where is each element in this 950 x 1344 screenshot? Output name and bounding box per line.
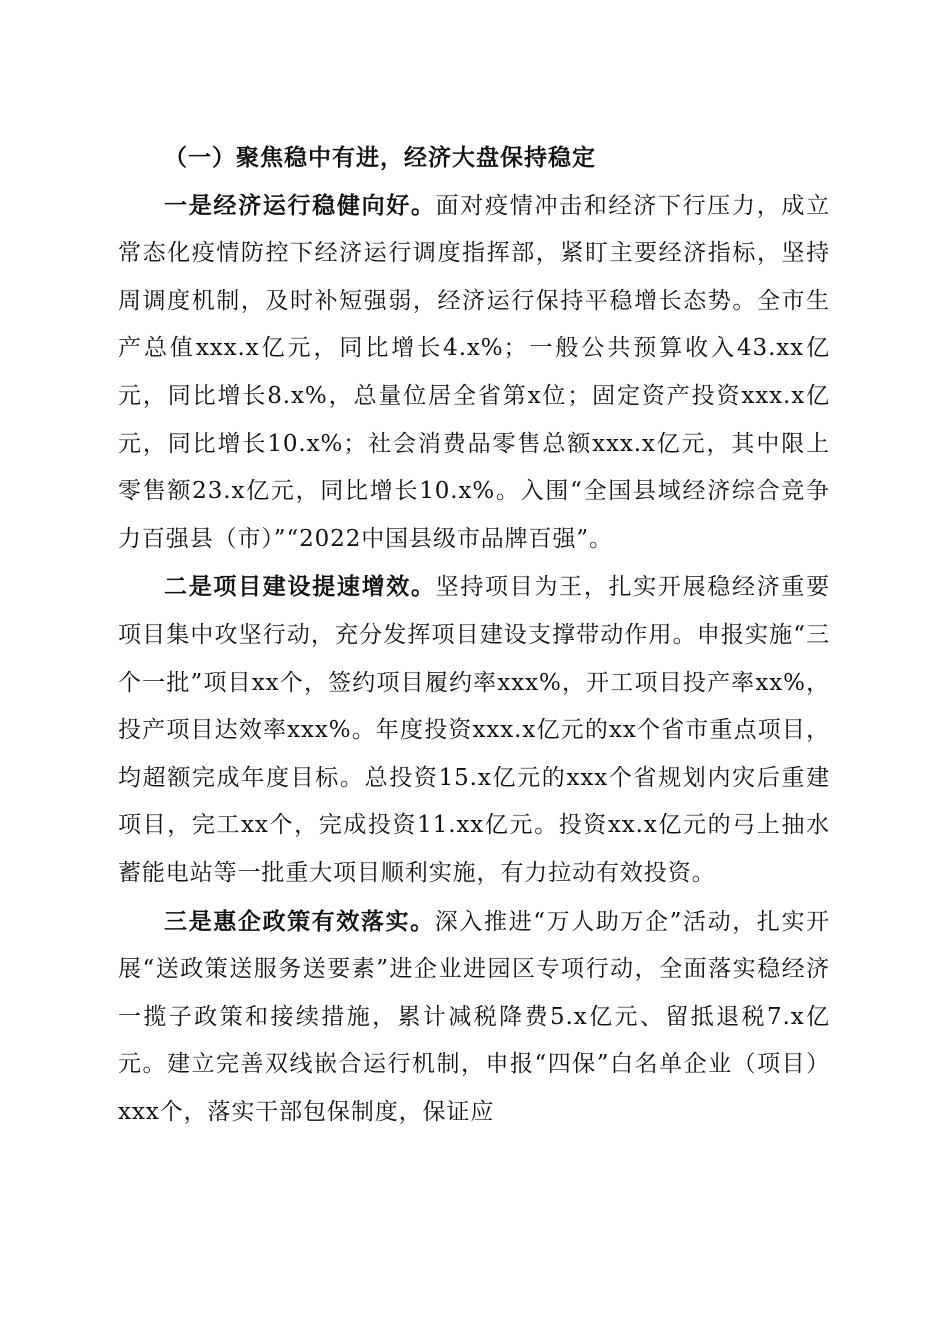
paragraph-lead: 三是惠企政策有效落实。 [164,907,435,935]
paragraph-policies [118,898,830,1137]
paragraph-projects [118,563,830,897]
paragraph-body: 深入推进“万人助万企”活动，扎实开展“送政策送服务送要素”进企业进园区专项行动，全面落实稳经济一揽子政策和接续措施，累计减税降费5.x亿元、留抵退税7.x亿元。建立完善双线嵌合运行机制，申报“四保”白名单企业（项目）xxx个，落实干部包保制度，保证应 [118,908,830,1125]
paragraph-body: 面对疫情冲击和经济下行压力，成立常态化疫情防控下经济运行调度指挥部，紧盯主要经济指标，坚持周调度机制，及时补短强弱，经济运行保持平稳增长态势。全市生产总值xxx.x亿元，同比增长4.x%；一般公共预算收入43.xx亿元，同比增长8.x%，总量位居全省第x位；固定资产投资xxx.x亿元，同比增长10.x%；社会消费品零售总额xxx.x亿元，其中限上零售额23.x亿元，同比增长10.x%。入围“全国县域经济综合竞争力百强县（市）”“2022中国县级市品牌百强”。 [118,192,830,552]
paragraph-lead: 一是经济运行稳健向好。 [164,191,436,219]
document-body [118,134,830,1136]
paragraph-economy [118,182,830,564]
paragraph-body: 坚持项目为王，扎实开展稳经济重要项目集中攻坚行动，充分发挥项目建设支撑带动作用。申报实施“三个一批”项目xx个，签约项目履约率xxx%，开工项目投产率xx%，投产项目达效率xxx%。年度投资xxx.x亿元的xx个省市重点项目，均超额完成年度目标。总投资15.x亿元的xxx个省规划内灾后重建项目，完工xx个，完成投资11.xx亿元。投资xx.x亿元的弓上抽水蓄能电站等一批重大项目顺利实施，有力拉动有效投资。 [118,574,830,886]
paragraph-lead: 二是项目建设提速增效。 [164,573,436,601]
section-heading: （一）聚焦稳中有进，经济大盘保持稳定 [164,144,596,171]
